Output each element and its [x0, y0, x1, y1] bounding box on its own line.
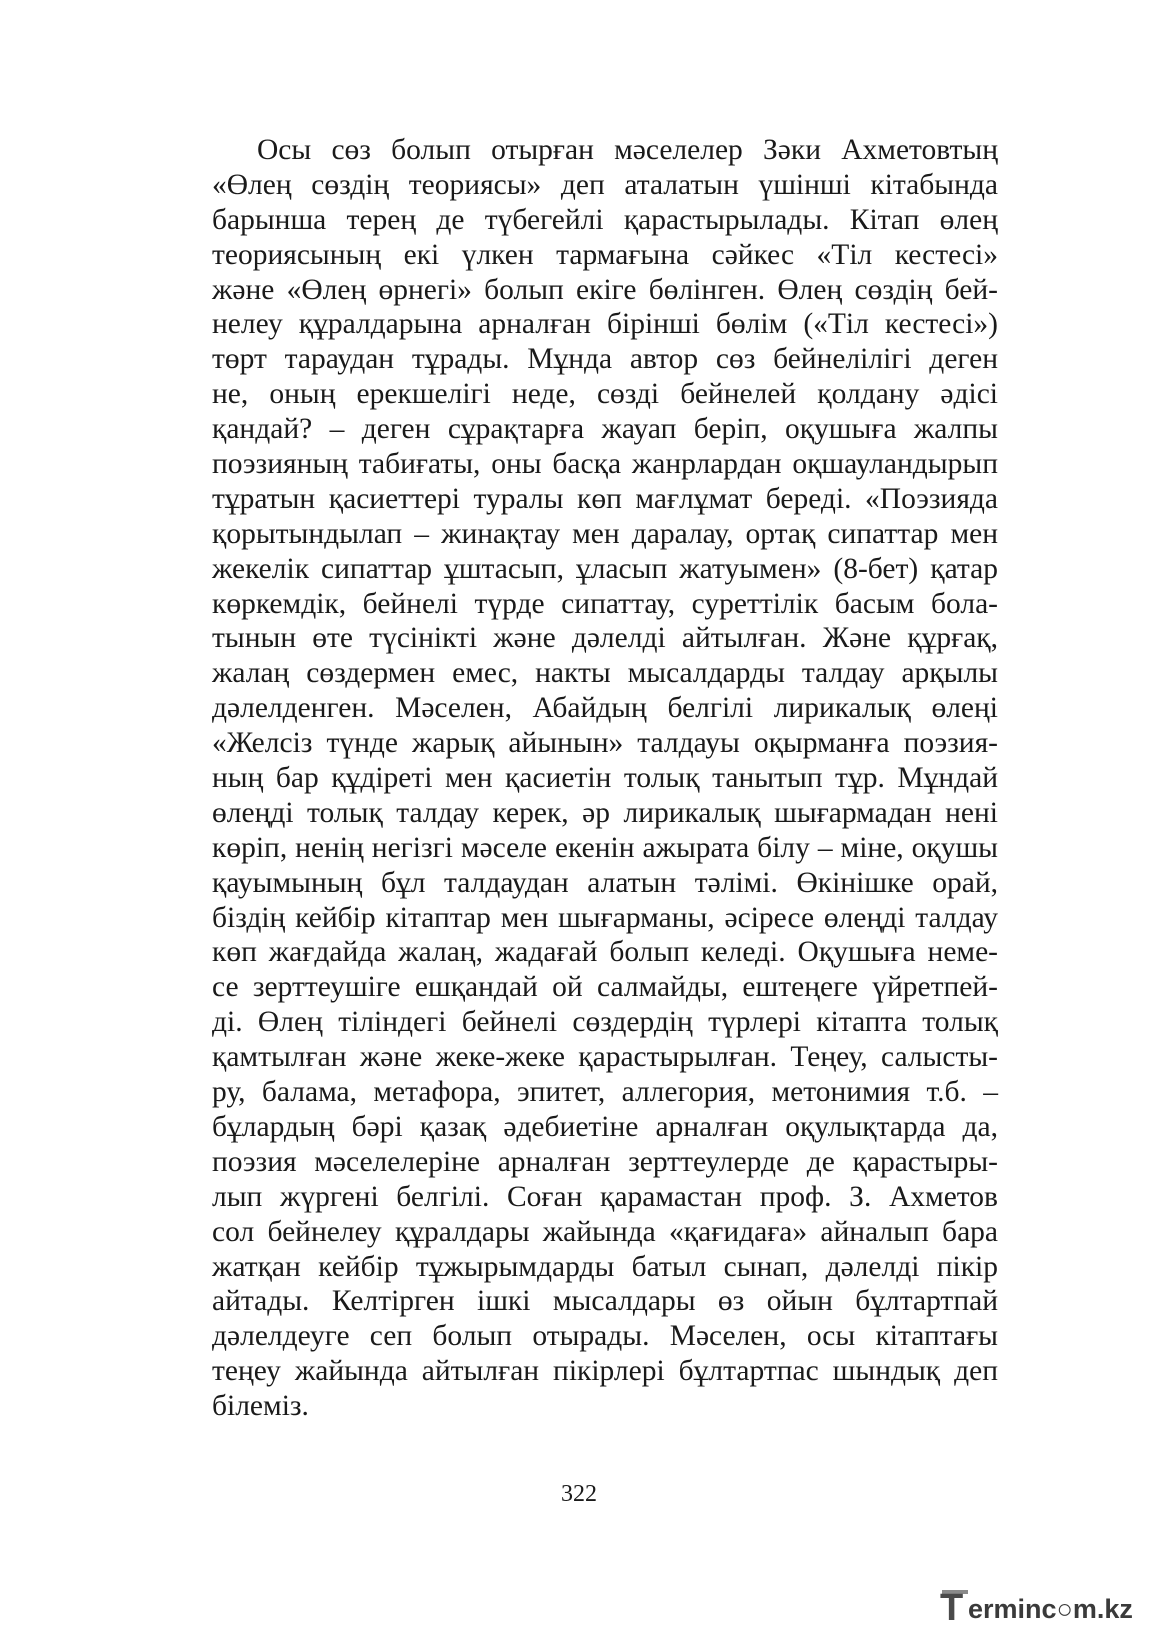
text-line: көріп, ненің негізгі мәселе екенін ажырата білу – міне, оқушы — [212, 831, 998, 864]
text-line: жалаң сөздермен емес, накты мысалдарды талдау арқылы — [212, 657, 998, 690]
text-line: өлеңді толық талдау керек, әр лирикалық шығармадан нені — [212, 796, 998, 829]
text-line: біздің кейбір кітаптар мен шығарманы, әсіресе өлеңді талдау — [212, 901, 998, 934]
text-line: көркемдік, бейнелі түрде сипаттау, суреттілік басым бола- — [212, 587, 998, 620]
text-line: «Өлең сөздің теориясы» деп аталатын үшінші кітабында — [212, 168, 998, 201]
text-line: не, оның ерекшелігі неде, сөзді бейнелей қолдану әдісі — [212, 378, 998, 411]
text-line: дәлелденген. Мәселен, Абайдың белгілі лирикалық өлеңі — [212, 692, 998, 725]
text-line: ру, балама, метафора, эпитет, аллегория, метонимия т.б. – — [212, 1076, 998, 1109]
text-line: жатқан кейбір тұжырымдарды батыл сынап, дәлелді пікір — [212, 1250, 998, 1283]
text-line: Осы сөз болып отырған мәселелер Зәки Ахметовтың — [257, 134, 998, 166]
text-line: теңеу жайында айтылған пікірлері бұлтартпас шындық деп — [212, 1355, 998, 1388]
body-text — [212, 133, 998, 1424]
text-line: дәлелдеуге сеп болып отырады. Мәселен, осы кітаптағы — [212, 1320, 998, 1353]
text-line: теориясының екі үлкен тармағына сәйкес «Тіл кестесі» — [212, 238, 998, 271]
text-line: сол бейнелеу құралдары жайында «қағидаға» айналып бара — [212, 1215, 998, 1248]
text-line: бұлардың бәрі қазақ әдебиетіне арналған оқулықтарда да, — [212, 1110, 998, 1143]
text-line: тұратын қасиеттері туралы көп мағлұмат береді. «Поэзияда — [212, 482, 998, 515]
text-line: көп жағдайда жалаң, жадағай болып келеді. Оқушыға неме- — [212, 936, 998, 969]
text-line: «Желсіз түнде жарық айынын» талдауы оқырманға поэзия- — [212, 727, 998, 760]
text-line: нелеу құралдарына арналған бірінші бөлім («Тіл кестесі») — [212, 308, 998, 341]
text-line: қорытындылап – жинақтау мен даралау, ортақ сипаттар мен — [212, 517, 998, 550]
text-line: қамтылған және жеке-жеке қарастырылған. Теңеу, салысты- — [212, 1041, 998, 1074]
text-line: се зерттеушіге ешқандай ой салмайды, ештеңеге үйретпей- — [212, 971, 998, 1004]
page-number: 322 — [561, 1481, 597, 1507]
watermark-text: erminc○m.kz — [968, 1594, 1133, 1624]
text-line: ді. Өлең тіліндегі бейнелі сөздердің түрлері кітапта толық — [212, 1006, 998, 1039]
text-line: және «Өлең өрнегі» болып екіге бөлінген. Өлең сөздің бей- — [212, 273, 998, 306]
text-line: айтады. Келтірген ішкі мысалдары өз ойын бұлтартпай — [212, 1285, 998, 1318]
text-line: қауымының бұл талдаудан алатын тәлімі. Өкінішке орай, — [212, 866, 998, 899]
watermark-letter: T — [940, 1587, 964, 1629]
text-line: қандай? – деген сұрақтарға жауап беріп, оқушыға жалпы — [212, 413, 998, 446]
text-line: ның бар құдіреті мен қасиетін толық танытып тұр. Мұндай — [212, 762, 998, 795]
text-line: жекелік сипаттар ұштасып, ұласып жатуымен» (8-бет) қатар — [212, 552, 998, 585]
text-line: тынын өте түсінікті және дәлелді айтылған. Және құрғақ, — [212, 622, 998, 655]
text-line: төрт тараудан тұрады. Мұнда автор сөз бейнелілігі деген — [212, 343, 998, 376]
text-line: поэзия мәселелеріне арналған зерттеулерде де қарастыры- — [212, 1145, 998, 1178]
text-line: барынша терең де түбегейлі қарастырылады. Кітап өлең — [212, 203, 998, 236]
text-line: лып жүргені белгілі. Соған қарамастан проф. З. Ахметов — [212, 1180, 998, 1213]
watermark-logo — [940, 1587, 1140, 1629]
text-line: поэзияның табиғаты, оны басқа жанрлардан оқшауландырып — [212, 448, 998, 481]
text-line: білеміз. — [212, 1390, 309, 1423]
